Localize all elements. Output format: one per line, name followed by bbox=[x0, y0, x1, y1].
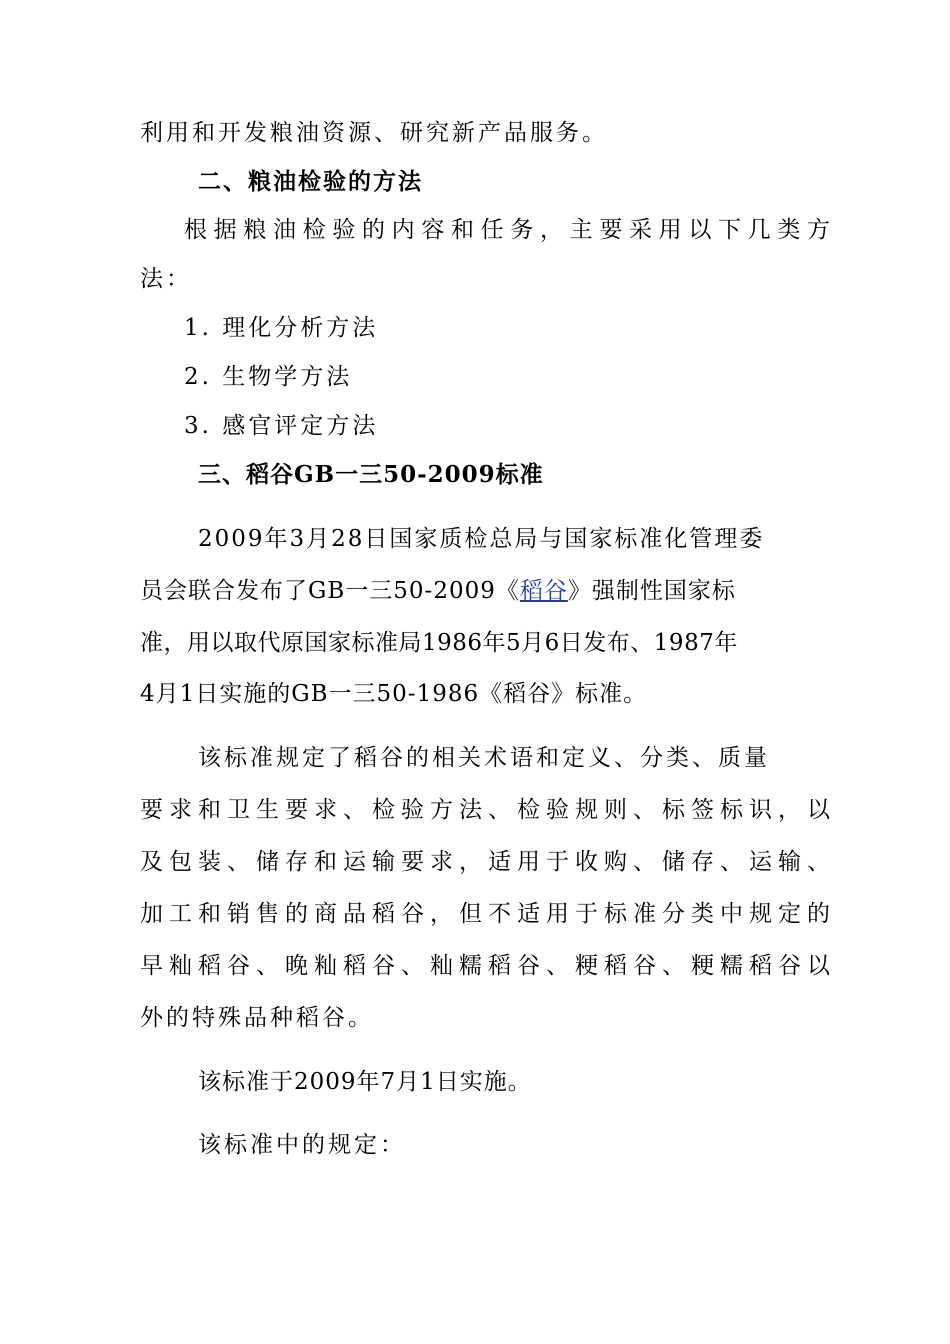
p1-line-1: 2009年3月28日国家质检总局与国家标准化管理委 bbox=[198, 526, 765, 552]
p2-line-2: 要求和卫生要求、检验方法、检验规则、标签标识，以 bbox=[140, 797, 830, 823]
p1-line-2 bbox=[140, 574, 736, 608]
section-2-intro-line-2: 法： bbox=[140, 266, 192, 292]
p2-line-3: 及包装、储存和运输要求，适用于收购、储存、运输、 bbox=[140, 849, 830, 875]
p4: 该标准中的规定： bbox=[198, 1132, 406, 1158]
paragraph-continuation: 利用和开发粮油资源、研究新产品服务。 bbox=[140, 120, 608, 146]
p2-line-1: 该标准规定了稻谷的相关术语和定义、分类、质量 bbox=[198, 745, 770, 771]
method-list-item-2: 2. 生物学方法 bbox=[184, 364, 353, 390]
rice-link[interactable]: 稻谷 bbox=[519, 578, 568, 604]
p1-line-2-text-after: 》强制性国家标 bbox=[567, 578, 736, 604]
section-2-heading: 二、粮油检验的方法 bbox=[198, 168, 423, 195]
method-list-item-3: 3. 感官评定方法 bbox=[184, 413, 379, 439]
p1-line-4: 4月1日实施的GB一三50-1986《稻谷》标准。 bbox=[140, 681, 648, 707]
section-3-heading: 三、稻谷GB一三50-2009标准 bbox=[198, 461, 544, 488]
p3: 该标准于2009年7月1日实施。 bbox=[198, 1069, 532, 1095]
section-2-intro-line-1: 根据粮油检验的内容和任务，主要采用以下几类方 bbox=[184, 217, 830, 243]
method-list-item-1: 1. 理化分析方法 bbox=[184, 315, 379, 341]
p2-line-6: 外的特殊品种稻谷。 bbox=[140, 1005, 374, 1031]
p2-line-5: 早籼稻谷、晚籼稻谷、籼糯稻谷、粳稻谷、粳糯稻谷以 bbox=[140, 953, 830, 979]
p2-line-4: 加工和销售的商品稻谷，但不适用于标准分类中规定的 bbox=[140, 901, 830, 927]
p1-line-3: 准，用以取代原国家标准局1986年5月6日发布、1987年 bbox=[140, 630, 738, 656]
p1-line-2-text-before: 员会联合发布了GB一三50-2009《 bbox=[140, 578, 520, 604]
